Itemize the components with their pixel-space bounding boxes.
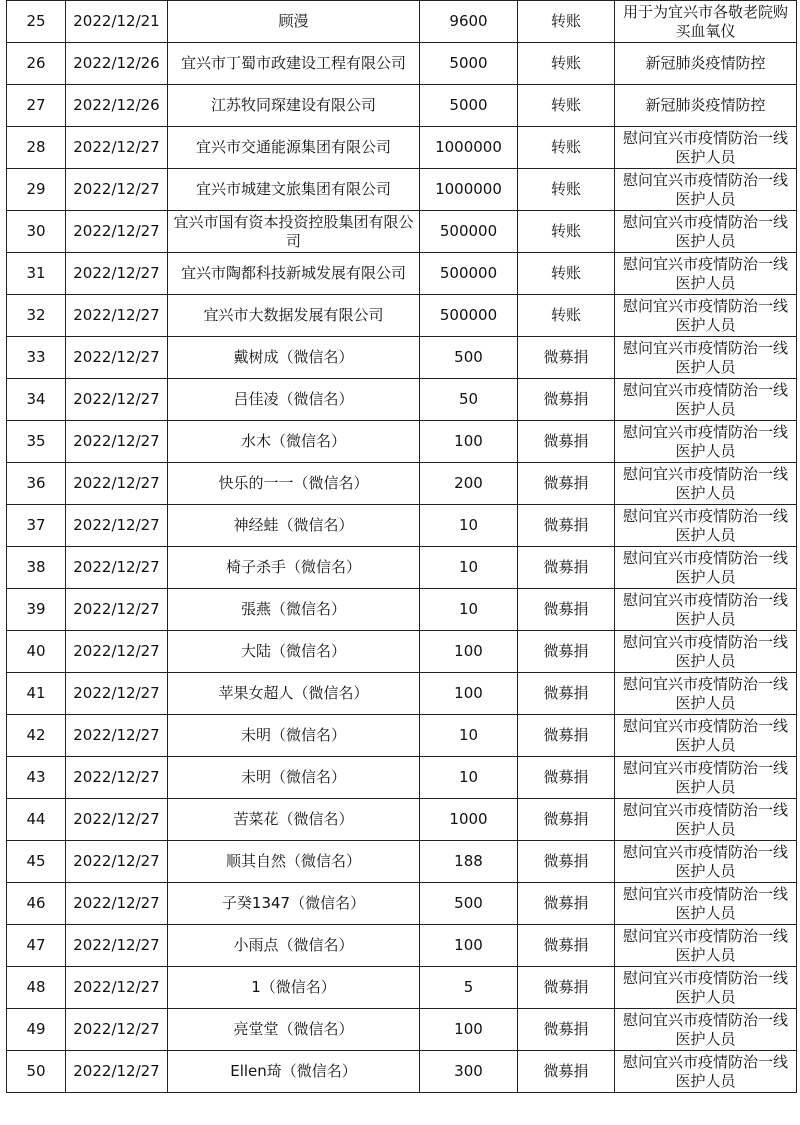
cell-donor: Ellen琦（微信名） [168, 1051, 420, 1093]
cell-amount: 500 [420, 883, 518, 925]
table-row [7, 127, 797, 169]
cell-purpose: 慰问宜兴市疫情防治一线医护人员 [615, 757, 797, 799]
cell-purpose: 慰问宜兴市疫情防治一线医护人员 [615, 1009, 797, 1051]
cell-donor: 宜兴市国有资本投资控股集团有限公司 [168, 211, 420, 253]
cell-amount: 100 [420, 421, 518, 463]
cell-amount: 10 [420, 547, 518, 589]
cell-purpose: 慰问宜兴市疫情防治一线医护人员 [615, 547, 797, 589]
cell-date: 2022/12/27 [66, 421, 168, 463]
cell-amount: 500000 [420, 295, 518, 337]
cell-method: 微募捐 [518, 799, 615, 841]
cell-method: 转账 [518, 1, 615, 43]
cell-amount: 100 [420, 1009, 518, 1051]
table-row [7, 1, 797, 43]
cell-date: 2022/12/27 [66, 757, 168, 799]
cell-purpose: 慰问宜兴市疫情防治一线医护人员 [615, 211, 797, 253]
cell-donor: 宜兴市交通能源集团有限公司 [168, 127, 420, 169]
cell-number: 46 [7, 883, 66, 925]
cell-amount: 10 [420, 589, 518, 631]
table-row [7, 1051, 797, 1093]
cell-number: 35 [7, 421, 66, 463]
cell-donor: 大陆（微信名） [168, 631, 420, 673]
cell-number: 49 [7, 1009, 66, 1051]
cell-purpose: 慰问宜兴市疫情防治一线医护人员 [615, 127, 797, 169]
table-row [7, 967, 797, 1009]
cell-purpose: 慰问宜兴市疫情防治一线医护人员 [615, 715, 797, 757]
cell-purpose: 慰问宜兴市疫情防治一线医护人员 [615, 631, 797, 673]
table-row [7, 841, 797, 883]
cell-purpose: 慰问宜兴市疫情防治一线医护人员 [615, 799, 797, 841]
cell-method: 微募捐 [518, 841, 615, 883]
cell-donor: 椅子杀手（微信名） [168, 547, 420, 589]
cell-donor: 戴树成（微信名） [168, 337, 420, 379]
table-row [7, 631, 797, 673]
table-row [7, 757, 797, 799]
cell-amount: 10 [420, 715, 518, 757]
donation-table-body [7, 1, 797, 1093]
cell-amount: 10 [420, 757, 518, 799]
cell-purpose: 慰问宜兴市疫情防治一线医护人员 [615, 421, 797, 463]
cell-method: 微募捐 [518, 547, 615, 589]
cell-method: 转账 [518, 43, 615, 85]
cell-donor: 小雨点（微信名） [168, 925, 420, 967]
table-row [7, 673, 797, 715]
cell-number: 39 [7, 589, 66, 631]
cell-donor: 水木（微信名） [168, 421, 420, 463]
cell-amount: 50 [420, 379, 518, 421]
cell-number: 44 [7, 799, 66, 841]
cell-date: 2022/12/27 [66, 673, 168, 715]
cell-method: 转账 [518, 85, 615, 127]
cell-purpose: 新冠肺炎疫情防控 [615, 85, 797, 127]
cell-method: 微募捐 [518, 925, 615, 967]
cell-amount: 100 [420, 925, 518, 967]
cell-method: 转账 [518, 169, 615, 211]
table-row [7, 1009, 797, 1051]
cell-date: 2022/12/27 [66, 925, 168, 967]
cell-donor: 神经蛙（微信名） [168, 505, 420, 547]
table-row [7, 463, 797, 505]
cell-date: 2022/12/26 [66, 85, 168, 127]
cell-number: 25 [7, 1, 66, 43]
cell-purpose: 新冠肺炎疫情防控 [615, 43, 797, 85]
cell-date: 2022/12/27 [66, 337, 168, 379]
cell-date: 2022/12/27 [66, 967, 168, 1009]
table-row [7, 43, 797, 85]
cell-donor: 江苏牧同琛建设有限公司 [168, 85, 420, 127]
cell-date: 2022/12/27 [66, 253, 168, 295]
table-row [7, 421, 797, 463]
cell-method: 微募捐 [518, 1051, 615, 1093]
cell-number: 50 [7, 1051, 66, 1093]
cell-method: 微募捐 [518, 967, 615, 1009]
cell-purpose: 慰问宜兴市疫情防治一线医护人员 [615, 967, 797, 1009]
cell-date: 2022/12/27 [66, 631, 168, 673]
cell-amount: 100 [420, 673, 518, 715]
cell-method: 微募捐 [518, 589, 615, 631]
donation-table [6, 0, 797, 1093]
cell-number: 40 [7, 631, 66, 673]
cell-purpose: 慰问宜兴市疫情防治一线医护人员 [615, 253, 797, 295]
cell-number: 32 [7, 295, 66, 337]
table-row [7, 715, 797, 757]
cell-donor: 苦菜花（微信名） [168, 799, 420, 841]
cell-donor: 顾漫 [168, 1, 420, 43]
cell-purpose: 慰问宜兴市疫情防治一线医护人员 [615, 379, 797, 421]
cell-number: 31 [7, 253, 66, 295]
cell-donor: 子癸1347（微信名） [168, 883, 420, 925]
cell-date: 2022/12/27 [66, 715, 168, 757]
table-row [7, 379, 797, 421]
cell-number: 47 [7, 925, 66, 967]
cell-purpose: 慰问宜兴市疫情防治一线医护人员 [615, 841, 797, 883]
cell-date: 2022/12/27 [66, 589, 168, 631]
cell-number: 27 [7, 85, 66, 127]
cell-method: 转账 [518, 253, 615, 295]
cell-number: 43 [7, 757, 66, 799]
cell-purpose: 慰问宜兴市疫情防治一线医护人员 [615, 505, 797, 547]
cell-date: 2022/12/27 [66, 127, 168, 169]
cell-number: 30 [7, 211, 66, 253]
cell-method: 微募捐 [518, 715, 615, 757]
cell-number: 42 [7, 715, 66, 757]
cell-donor: 快乐的一一（微信名） [168, 463, 420, 505]
cell-date: 2022/12/27 [66, 505, 168, 547]
cell-donor: 宜兴市丁蜀市政建设工程有限公司 [168, 43, 420, 85]
cell-date: 2022/12/27 [66, 547, 168, 589]
cell-amount: 1000 [420, 799, 518, 841]
cell-donor: 宜兴市陶都科技新城发展有限公司 [168, 253, 420, 295]
cell-purpose: 慰问宜兴市疫情防治一线医护人员 [615, 589, 797, 631]
cell-purpose: 慰问宜兴市疫情防治一线医护人员 [615, 673, 797, 715]
cell-purpose: 慰问宜兴市疫情防治一线医护人员 [615, 1051, 797, 1093]
cell-amount: 100 [420, 631, 518, 673]
cell-method: 微募捐 [518, 505, 615, 547]
cell-amount: 9600 [420, 1, 518, 43]
cell-donor: 張燕（微信名） [168, 589, 420, 631]
cell-date: 2022/12/27 [66, 841, 168, 883]
table-row [7, 169, 797, 211]
cell-donor: 吕佳凌（微信名） [168, 379, 420, 421]
cell-amount: 5000 [420, 85, 518, 127]
cell-date: 2022/12/27 [66, 1009, 168, 1051]
table-row [7, 547, 797, 589]
cell-date: 2022/12/26 [66, 43, 168, 85]
cell-number: 45 [7, 841, 66, 883]
table-row [7, 505, 797, 547]
table-row [7, 799, 797, 841]
cell-purpose: 慰问宜兴市疫情防治一线医护人员 [615, 463, 797, 505]
cell-purpose: 慰问宜兴市疫情防治一线医护人员 [615, 883, 797, 925]
cell-amount: 1000000 [420, 169, 518, 211]
cell-amount: 5000 [420, 43, 518, 85]
cell-purpose: 用于为宜兴市各敬老院购买血氧仪 [615, 1, 797, 43]
cell-method: 转账 [518, 295, 615, 337]
cell-date: 2022/12/21 [66, 1, 168, 43]
cell-amount: 500000 [420, 211, 518, 253]
cell-amount: 200 [420, 463, 518, 505]
cell-number: 29 [7, 169, 66, 211]
cell-date: 2022/12/27 [66, 211, 168, 253]
cell-donor: 宜兴市城建文旅集团有限公司 [168, 169, 420, 211]
cell-date: 2022/12/27 [66, 295, 168, 337]
table-row [7, 883, 797, 925]
cell-date: 2022/12/27 [66, 169, 168, 211]
cell-method: 微募捐 [518, 337, 615, 379]
cell-amount: 5 [420, 967, 518, 1009]
cell-method: 微募捐 [518, 463, 615, 505]
cell-purpose: 慰问宜兴市疫情防治一线医护人员 [615, 337, 797, 379]
cell-donor: 宜兴市大数据发展有限公司 [168, 295, 420, 337]
cell-number: 36 [7, 463, 66, 505]
cell-amount: 500 [420, 337, 518, 379]
cell-amount: 300 [420, 1051, 518, 1093]
table-row [7, 925, 797, 967]
cell-number: 34 [7, 379, 66, 421]
cell-donor: 苹果女超人（微信名） [168, 673, 420, 715]
cell-number: 33 [7, 337, 66, 379]
cell-method: 微募捐 [518, 421, 615, 463]
cell-date: 2022/12/27 [66, 379, 168, 421]
cell-method: 转账 [518, 211, 615, 253]
cell-number: 37 [7, 505, 66, 547]
table-row [7, 589, 797, 631]
cell-number: 41 [7, 673, 66, 715]
cell-amount: 500000 [420, 253, 518, 295]
cell-method: 微募捐 [518, 1009, 615, 1051]
cell-date: 2022/12/27 [66, 799, 168, 841]
cell-method: 微募捐 [518, 757, 615, 799]
cell-purpose: 慰问宜兴市疫情防治一线医护人员 [615, 169, 797, 211]
cell-date: 2022/12/27 [66, 883, 168, 925]
cell-number: 26 [7, 43, 66, 85]
cell-method: 微募捐 [518, 379, 615, 421]
cell-amount: 188 [420, 841, 518, 883]
cell-number: 48 [7, 967, 66, 1009]
cell-date: 2022/12/27 [66, 1051, 168, 1093]
cell-method: 微募捐 [518, 631, 615, 673]
cell-purpose: 慰问宜兴市疫情防治一线医护人员 [615, 295, 797, 337]
cell-method: 转账 [518, 127, 615, 169]
cell-donor: 未明（微信名） [168, 715, 420, 757]
cell-method: 微募捐 [518, 883, 615, 925]
cell-donor: 未明（微信名） [168, 757, 420, 799]
cell-amount: 1000000 [420, 127, 518, 169]
table-row [7, 295, 797, 337]
cell-amount: 10 [420, 505, 518, 547]
cell-donor: 顺其自然（微信名） [168, 841, 420, 883]
cell-donor: 亮堂堂（微信名） [168, 1009, 420, 1051]
cell-number: 38 [7, 547, 66, 589]
cell-date: 2022/12/27 [66, 463, 168, 505]
cell-number: 28 [7, 127, 66, 169]
table-row [7, 337, 797, 379]
cell-purpose: 慰问宜兴市疫情防治一线医护人员 [615, 925, 797, 967]
table-row [7, 85, 797, 127]
table-row [7, 253, 797, 295]
table-row [7, 211, 797, 253]
cell-method: 微募捐 [518, 673, 615, 715]
cell-donor: 1（微信名） [168, 967, 420, 1009]
